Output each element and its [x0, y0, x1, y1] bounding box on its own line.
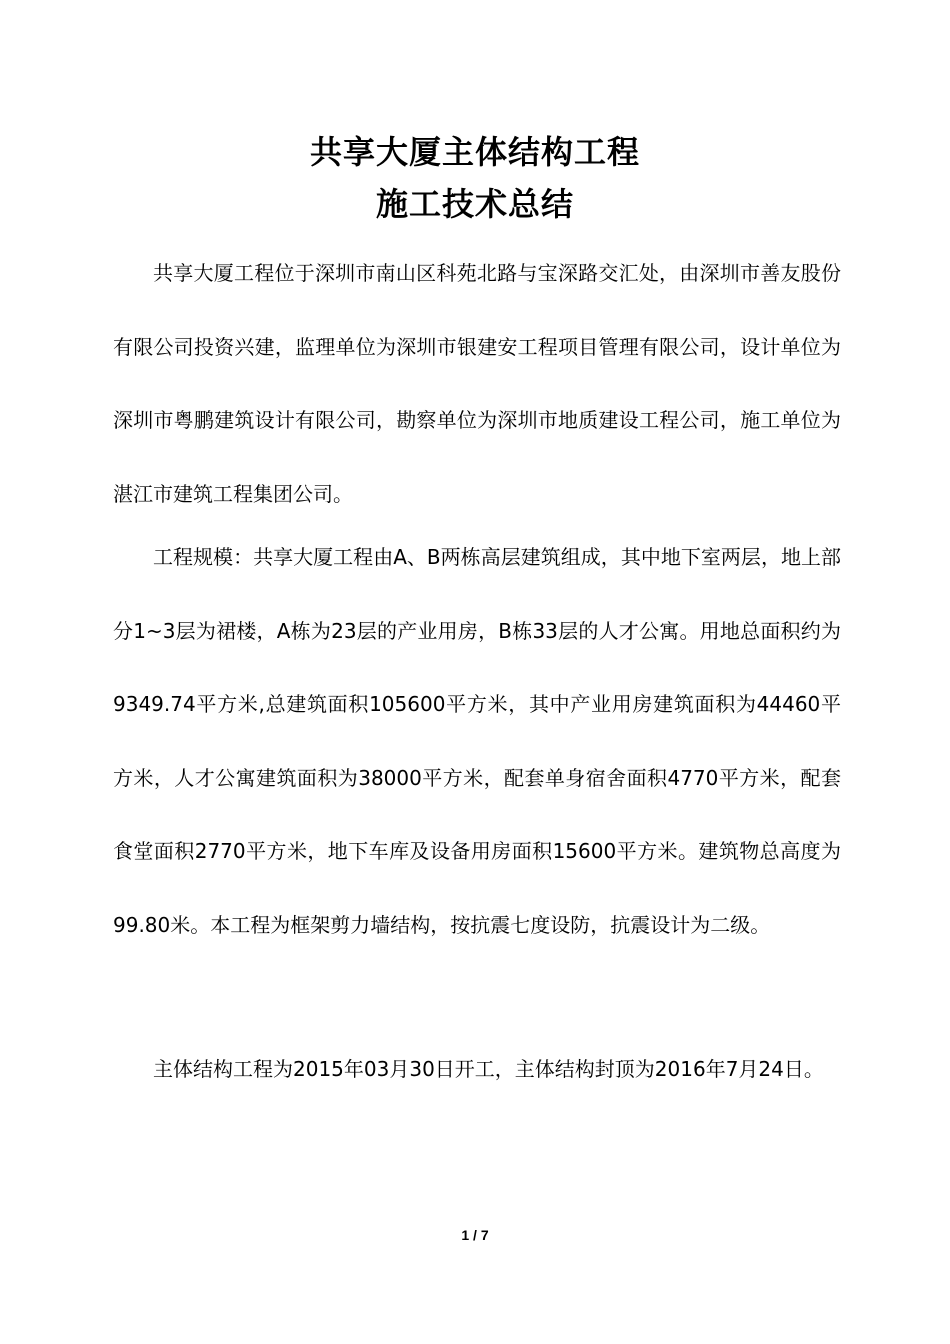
paragraph-location: [113, 237, 841, 531]
page-number: 1 / 7: [461, 1227, 489, 1243]
title-block: [0, 126, 950, 230]
paragraph-text: 主体结构工程为2015年03月30日开工，主体结构封顶为2016年7月24日。: [153, 1057, 824, 1081]
document-subtitle: 施工技术总结: [375, 185, 574, 223]
paragraph-scale: [113, 521, 841, 962]
paragraph-text: 共享大厦工程位于深圳市南山区科苑北路与宝深路交汇处，由深圳市善友股份有限公司投资兴建，监理单位为深圳市银建安工程项目管理有限公司，设计单位为深圳市粤鹏建筑设计有限公司，勘察单位为深圳市地质建设工程公司，施工单位为湛江市建筑工程集团公司。: [113, 261, 841, 506]
paragraph-schedule: [113, 1033, 841, 1107]
document-title: 共享大厦主体结构工程: [309, 133, 640, 171]
paragraph-text: 工程规模：共享大厦工程由A、B两栋高层建筑组成，其中地下室两层，地上部分1~3层为裙楼，A栋为23层的产业用房，B栋33层的人才公寓。用地总面积约为9349.74平方米,总建筑面积105600平方米，其中产业用房建筑面积为44460平方米，人才公寓建筑面积为38000平方米，配套单身宿舍面积4770平方米，配套食堂面积2770平方米，地下车库及设备用房面积15600平方米。建筑物总高度为99.80米。本工程为框架剪力墙结构，按抗震七度设防，抗震设计为二级。: [113, 545, 841, 937]
